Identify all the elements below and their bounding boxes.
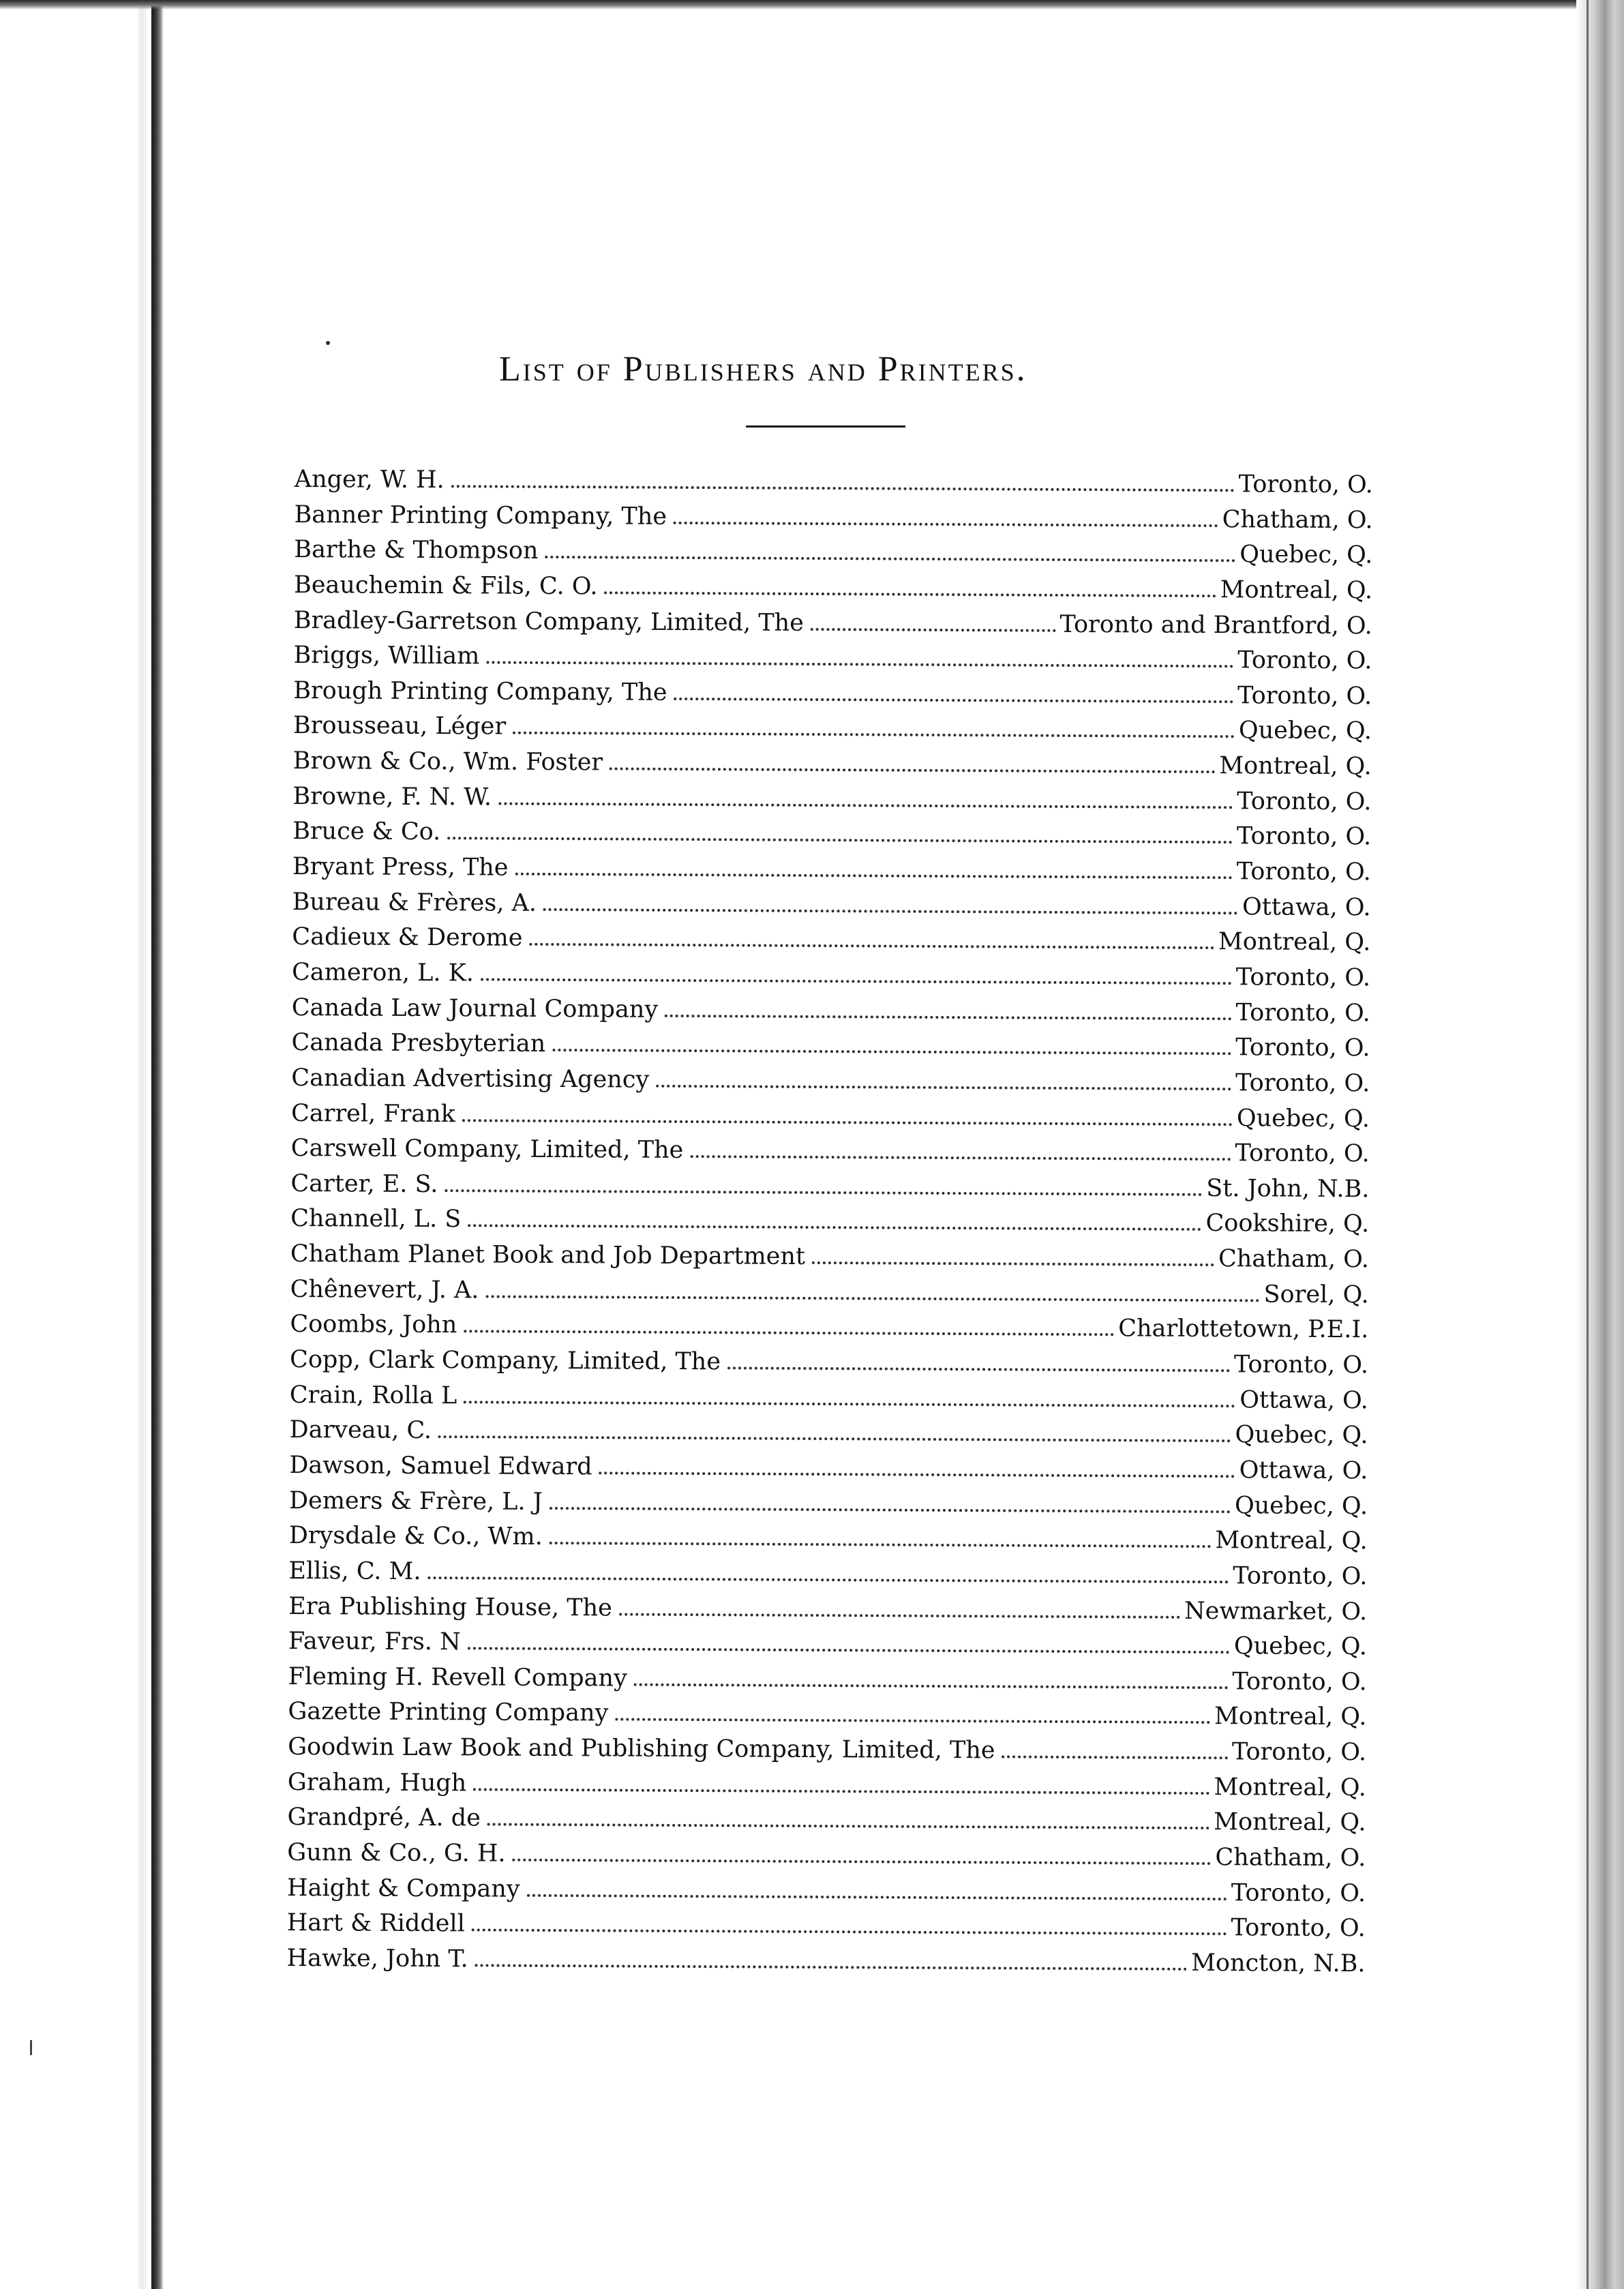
publisher-name: Chênevert, J. A. bbox=[290, 1275, 479, 1304]
publisher-list bbox=[286, 462, 1373, 1982]
dot-leader bbox=[464, 1330, 1114, 1336]
publisher-location: Toronto, O. bbox=[1235, 1034, 1370, 1062]
dot-leader bbox=[447, 837, 1233, 844]
publisher-name: Canada Presbyterian bbox=[291, 1029, 546, 1058]
publisher-name: Brown & Co., Wm. Foster bbox=[292, 747, 603, 777]
publisher-location: Ottawa, O. bbox=[1242, 893, 1371, 921]
dot-leader bbox=[445, 1189, 1202, 1196]
publisher-location: Montreal, Q. bbox=[1214, 1773, 1366, 1801]
list-item bbox=[291, 1061, 1370, 1102]
page-right-edge-line bbox=[1587, 0, 1589, 2289]
publisher-name: Grandpré, A. de bbox=[287, 1804, 481, 1832]
publisher-location: Montreal, Q. bbox=[1214, 1703, 1367, 1731]
list-item bbox=[287, 1906, 1366, 1947]
list-item bbox=[294, 603, 1372, 644]
publisher-name: Brough Printing Company, The bbox=[293, 676, 667, 706]
dot-leader bbox=[485, 1295, 1259, 1302]
dot-leader bbox=[472, 1929, 1227, 1936]
list-item bbox=[288, 1589, 1367, 1630]
scan-top-edge bbox=[0, 0, 1624, 10]
list-item bbox=[290, 1378, 1368, 1419]
dot-leader bbox=[550, 1542, 1212, 1548]
list-item bbox=[288, 1694, 1366, 1735]
publisher-name: Bradley-Garretson Company, Limited, The bbox=[293, 606, 804, 637]
publisher-name: Ellis, C. M. bbox=[288, 1557, 421, 1585]
publisher-location: St. John, N.B. bbox=[1206, 1174, 1370, 1203]
dot-leader bbox=[529, 943, 1214, 949]
dot-leader bbox=[515, 873, 1232, 880]
publisher-name: Graham, Hugh bbox=[287, 1768, 467, 1797]
dot-leader bbox=[464, 1401, 1235, 1407]
dot-leader bbox=[473, 1788, 1209, 1795]
list-item bbox=[287, 1836, 1366, 1876]
publisher-location: Toronto, O. bbox=[1235, 963, 1371, 992]
dot-leader bbox=[674, 522, 1218, 527]
publisher-location: Montreal, Q. bbox=[1219, 752, 1372, 781]
list-item bbox=[292, 779, 1371, 820]
list-item bbox=[289, 1413, 1368, 1454]
dot-leader bbox=[451, 485, 1235, 492]
publisher-location: Chatham, O. bbox=[1218, 1245, 1370, 1274]
list-item bbox=[287, 1800, 1366, 1841]
dot-leader bbox=[812, 1261, 1214, 1266]
publisher-name: Hawke, John T. bbox=[286, 1944, 468, 1973]
dot-leader bbox=[481, 978, 1232, 985]
list-item bbox=[293, 638, 1372, 679]
list-item bbox=[288, 1624, 1367, 1665]
dot-leader bbox=[619, 1613, 1180, 1618]
ink-speck bbox=[326, 341, 330, 345]
list-item bbox=[289, 1518, 1368, 1559]
dot-leader bbox=[468, 1225, 1201, 1231]
publisher-location: Chatham, O. bbox=[1222, 505, 1373, 534]
publisher-location: Toronto, O. bbox=[1231, 1879, 1366, 1907]
publisher-location: Ottawa, O. bbox=[1239, 1456, 1368, 1485]
list-item bbox=[294, 498, 1372, 539]
list-item bbox=[290, 1201, 1369, 1242]
publisher-name: Carswell Company, Limited, The bbox=[290, 1135, 684, 1165]
publisher-name: Brousseau, Léger bbox=[292, 712, 507, 741]
dot-leader bbox=[634, 1683, 1229, 1689]
publisher-name: Briggs, William bbox=[293, 642, 480, 670]
list-item bbox=[293, 708, 1372, 749]
publisher-location: Quebec, Q. bbox=[1233, 1632, 1368, 1661]
publisher-location: Sorel, Q. bbox=[1263, 1281, 1369, 1309]
publisher-location: Quebec, Q. bbox=[1238, 717, 1372, 745]
publisher-name: Copp, Clark Company, Limited, The bbox=[290, 1345, 721, 1376]
publisher-location: Quebec, Q. bbox=[1236, 1104, 1370, 1133]
publisher-name: Faveur, Frs. N bbox=[288, 1628, 461, 1656]
title-rule bbox=[746, 425, 905, 428]
list-item bbox=[292, 920, 1370, 961]
list-item bbox=[287, 1871, 1366, 1912]
dot-leader bbox=[468, 1647, 1230, 1654]
list-item bbox=[294, 533, 1372, 573]
dot-leader bbox=[604, 591, 1216, 597]
dot-leader bbox=[665, 1014, 1231, 1019]
publisher-location: Toronto and Brantford, O. bbox=[1059, 610, 1372, 640]
publisher-location: Moncton, N.B. bbox=[1191, 1949, 1366, 1978]
publisher-name: Darveau, C. bbox=[289, 1416, 432, 1445]
list-item bbox=[293, 744, 1372, 785]
list-item bbox=[290, 1167, 1369, 1208]
list-item bbox=[291, 1026, 1370, 1066]
publisher-name: Haight & Company bbox=[286, 1874, 520, 1903]
dot-leader bbox=[543, 908, 1238, 914]
dot-leader bbox=[475, 1964, 1187, 1970]
publisher-location: Newmarket, O. bbox=[1184, 1597, 1368, 1626]
publisher-location: Toronto, O. bbox=[1236, 858, 1371, 886]
publisher-name: Dawson, Samuel Edward bbox=[289, 1451, 592, 1481]
dot-leader bbox=[599, 1471, 1235, 1478]
publisher-name: Carrel, Frank bbox=[290, 1099, 456, 1128]
page-right-edge bbox=[1576, 0, 1624, 2289]
list-item bbox=[290, 1272, 1369, 1313]
publisher-location: Toronto, O. bbox=[1236, 822, 1372, 851]
list-item bbox=[292, 991, 1370, 1032]
dot-leader bbox=[610, 768, 1215, 774]
publisher-name: Beauchemin & Fils, C. O. bbox=[293, 571, 598, 601]
publisher-location: Montreal, Q. bbox=[1218, 928, 1371, 957]
list-item bbox=[286, 1941, 1365, 1982]
publisher-name: Gunn & Co., G. H. bbox=[287, 1838, 506, 1868]
publisher-name: Canadian Advertising Agency bbox=[291, 1064, 650, 1094]
publisher-location: Toronto, O. bbox=[1235, 998, 1370, 1027]
book-spine-shadow bbox=[151, 0, 164, 2289]
dot-leader bbox=[527, 1894, 1227, 1900]
dot-leader bbox=[615, 1718, 1210, 1724]
publisher-name: Bureau & Frères, A. bbox=[292, 888, 537, 917]
publisher-name: Cadieux & Derome bbox=[292, 923, 523, 953]
publisher-location: Chatham, O. bbox=[1215, 1844, 1366, 1872]
dot-leader bbox=[1002, 1756, 1227, 1760]
list-item bbox=[293, 674, 1372, 715]
list-item bbox=[294, 568, 1372, 609]
publisher-name: Coombs, John bbox=[290, 1311, 457, 1339]
publisher-location: Montreal, Q. bbox=[1214, 1808, 1366, 1837]
publisher-name: Crain, Rolla L bbox=[289, 1381, 457, 1409]
publisher-name: Anger, W. H. bbox=[294, 465, 445, 494]
dot-leader bbox=[428, 1576, 1229, 1583]
dot-leader bbox=[462, 1119, 1233, 1126]
publisher-location: Cookshire, Q. bbox=[1205, 1210, 1370, 1238]
dot-leader bbox=[512, 1859, 1211, 1865]
publisher-name: Canada Law Journal Company bbox=[291, 993, 659, 1023]
list-item bbox=[290, 1307, 1368, 1348]
dot-leader bbox=[545, 556, 1235, 562]
publisher-name: Demers & Frère, L. J bbox=[288, 1486, 543, 1516]
dot-leader bbox=[550, 1507, 1231, 1513]
publisher-name: Carter, E. S. bbox=[290, 1169, 438, 1198]
dot-leader bbox=[674, 698, 1233, 703]
list-item bbox=[292, 955, 1370, 996]
list-item bbox=[295, 462, 1373, 503]
list-item bbox=[288, 1554, 1367, 1595]
dot-leader bbox=[513, 732, 1235, 738]
dot-leader bbox=[727, 1366, 1230, 1372]
publisher-name: Bruce & Co. bbox=[292, 818, 441, 846]
list-item bbox=[288, 1660, 1367, 1701]
publisher-name: Barthe & Thompson bbox=[294, 536, 539, 565]
publisher-location: Toronto, O. bbox=[1238, 470, 1373, 499]
list-item bbox=[292, 814, 1371, 855]
list-item bbox=[292, 850, 1371, 891]
list-item bbox=[291, 1131, 1370, 1172]
publisher-location: Quebec, Q. bbox=[1239, 541, 1373, 569]
publisher-location: Toronto, O. bbox=[1237, 788, 1372, 816]
list-item bbox=[290, 1237, 1369, 1278]
publisher-name: Banner Printing Company, The bbox=[294, 500, 667, 530]
publisher-location: Toronto, O. bbox=[1232, 1668, 1367, 1696]
publisher-name: Fleming H. Revell Company bbox=[288, 1662, 627, 1692]
margin-mark bbox=[30, 2040, 32, 2055]
publisher-location: Toronto, O. bbox=[1231, 1738, 1367, 1767]
publisher-name: Chatham Planet Book and Job Department bbox=[290, 1240, 806, 1271]
publisher-name: Cameron, L. K. bbox=[291, 958, 475, 987]
publisher-location: Charlottetown, P.E.I. bbox=[1118, 1315, 1369, 1344]
dot-leader bbox=[656, 1085, 1231, 1090]
dot-leader bbox=[498, 802, 1233, 809]
publisher-name: Gazette Printing Company bbox=[288, 1698, 609, 1727]
dot-leader bbox=[438, 1435, 1231, 1442]
list-item bbox=[290, 1343, 1368, 1383]
list-item bbox=[292, 885, 1370, 926]
list-item bbox=[289, 1484, 1368, 1525]
publisher-location: Toronto, O. bbox=[1235, 1069, 1370, 1098]
publisher-location: Toronto, O. bbox=[1237, 682, 1372, 710]
dot-leader bbox=[487, 1823, 1209, 1830]
publisher-name: Goodwin Law Book and Publishing Company, Limited, The bbox=[288, 1733, 995, 1765]
dot-leader bbox=[486, 661, 1233, 668]
dot-leader bbox=[811, 628, 1056, 632]
dot-leader bbox=[552, 1049, 1231, 1055]
list-item bbox=[288, 1730, 1366, 1771]
publisher-location: Toronto, O. bbox=[1235, 1139, 1370, 1168]
publisher-location: Toronto, O. bbox=[1237, 646, 1372, 675]
list-item bbox=[288, 1765, 1366, 1806]
publisher-location: Toronto, O. bbox=[1233, 1562, 1368, 1591]
publisher-name: Channell, L. S bbox=[290, 1205, 462, 1233]
page-title: List of Publishers and Printers. bbox=[499, 350, 1027, 389]
publisher-location: Montreal, Q. bbox=[1220, 576, 1373, 605]
publisher-location: Ottawa, O. bbox=[1239, 1386, 1368, 1414]
publisher-name: Bryant Press, The bbox=[292, 853, 509, 882]
list-item bbox=[289, 1448, 1368, 1489]
publisher-location: Montreal, Q. bbox=[1215, 1527, 1368, 1555]
publisher-name: Era Publishing House, The bbox=[288, 1592, 612, 1621]
publisher-name: Browne, F. N. W. bbox=[292, 782, 492, 811]
publisher-name: Hart & Riddell bbox=[286, 1909, 465, 1938]
dot-leader bbox=[690, 1155, 1231, 1161]
publisher-location: Toronto, O. bbox=[1233, 1351, 1369, 1379]
list-item bbox=[291, 1096, 1370, 1137]
scan-left-margin bbox=[0, 0, 150, 2289]
publisher-location: Toronto, O. bbox=[1231, 1914, 1366, 1943]
publisher-location: Quebec, Q. bbox=[1234, 1491, 1368, 1520]
publisher-location: Quebec, Q. bbox=[1235, 1421, 1368, 1450]
publisher-name: Drysdale & Co., Wm. bbox=[288, 1522, 543, 1551]
